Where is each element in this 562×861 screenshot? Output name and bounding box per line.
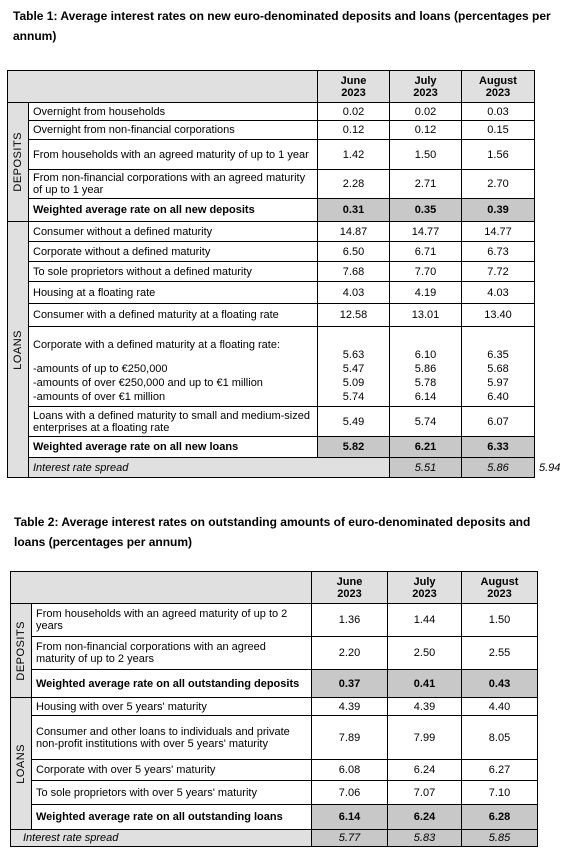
cell-august: 7.10: [462, 781, 538, 805]
cell-july: 7.07: [388, 781, 462, 805]
cell-july: 14.77: [390, 222, 462, 242]
cell-july: 2.71: [390, 170, 462, 199]
row-label: To sole proprietors with over 5 years' maturity: [32, 781, 312, 805]
deposits-section-label: DEPOSITS: [8, 103, 29, 222]
header-july: July 2023: [390, 71, 462, 103]
row-label: Overnight from non-financial corporations: [29, 121, 318, 140]
cell-july: 6.71: [390, 242, 462, 262]
row-label: Weighted average rate on all outstanding loans: [32, 805, 312, 830]
row-label: Weighted average rate on all outstanding deposits: [32, 670, 312, 698]
cell-august: 4.03: [462, 282, 535, 304]
cell-july: 1.44: [388, 604, 462, 637]
table-row: [8, 407, 535, 437]
cell-august: 6.33: [462, 437, 535, 458]
cell-august: 6.35 5.68 5.97 6.40: [462, 327, 535, 407]
cell-august: 8.05: [462, 716, 538, 760]
cell-june: 0.02: [318, 103, 390, 121]
deposits-average-row: [8, 199, 535, 222]
cell-july: 4.19: [390, 282, 462, 304]
header-august: August 2023: [462, 71, 535, 103]
cell-august: 4.40: [462, 698, 538, 716]
row-label: From households with an agreed maturity of up to 2 years: [32, 604, 312, 637]
loans-section-label: LOANS: [8, 222, 29, 478]
cell-july: 6.10 5.86 5.78 6.14: [390, 327, 462, 407]
row-label: Weighted average rate on all new deposits: [29, 199, 318, 222]
deposits-average-row: [11, 670, 538, 698]
header-june: June 2023: [318, 71, 390, 103]
row-label: Housing at a floating rate: [29, 282, 318, 304]
table2-header-row: [11, 572, 538, 604]
cell-july: 2.50: [388, 637, 462, 670]
cell-june: 6.14: [312, 805, 388, 830]
table-row: [8, 262, 535, 282]
cell-july: 0.35: [390, 199, 462, 222]
cell-july: 6.24: [388, 760, 462, 781]
cell-june: 4.39: [312, 698, 388, 716]
cell-august: 1.56: [462, 140, 535, 170]
cell-august: 0.39: [462, 199, 535, 222]
row-label: Corporate with over 5 years' maturity: [32, 760, 312, 781]
cell-june: 2.20: [312, 637, 388, 670]
table-row: [11, 698, 538, 716]
spread-row: Interest rate spread 5.51 5.86 5.94: [8, 458, 535, 478]
row-label: Housing with over 5 years' maturity: [32, 698, 312, 716]
table-row: [11, 716, 538, 760]
row-label: From households with an agreed maturity of up to 1 year: [29, 140, 318, 170]
cell-august: 2.70: [462, 170, 535, 199]
row-label: From non-financial corporations with an agreed maturity of up to 2 years: [32, 637, 312, 670]
cell-june: 5.77: [312, 830, 388, 847]
cell-july: 6.24: [388, 805, 462, 830]
corporate-floating-row: [8, 327, 535, 407]
cell-july: 4.39: [388, 698, 462, 716]
cell-june: 0.37: [312, 670, 388, 698]
table-row: [8, 242, 535, 262]
cell-july: 7.70: [390, 262, 462, 282]
cell-june: 1.42: [318, 140, 390, 170]
cell-august: 0.15: [462, 121, 535, 140]
loans-average-row: [11, 805, 538, 830]
cell-august: 6.27: [462, 760, 538, 781]
table-row: [8, 304, 535, 327]
row-label: Consumer with a defined maturity at a floating rate: [29, 304, 318, 327]
table-row: [8, 282, 535, 304]
cell-august: 1.50: [462, 604, 538, 637]
loans-average-row: [8, 437, 535, 458]
cell-june: 0.12: [318, 121, 390, 140]
cell-july: 5.74: [390, 407, 462, 437]
header-blank: [11, 572, 312, 604]
table-row: [8, 140, 535, 170]
cell-june: 7.68: [318, 262, 390, 282]
header-blank: [8, 71, 318, 103]
cell-july: 0.02: [390, 103, 462, 121]
cell-june: 5.49: [318, 407, 390, 437]
header-august: August 2023: [462, 572, 538, 604]
cell-august: 6.73: [462, 242, 535, 262]
cell-july: 6.21: [390, 437, 462, 458]
cell-august: 6.28: [462, 805, 538, 830]
row-label: Loans with a defined maturity to small and medium-sized enterprises at a floating rate: [29, 407, 318, 437]
row-label: Interest rate spread: [29, 458, 390, 478]
cell-june: 5.51: [390, 458, 462, 478]
cell-june: 5.82: [318, 437, 390, 458]
cell-july: 0.12: [390, 121, 462, 140]
row-label: To sole proprietors without a defined maturity: [29, 262, 318, 282]
cell-august: 5.85: [462, 830, 538, 847]
cell-august: 14.77: [462, 222, 535, 242]
table-row: [8, 222, 535, 242]
cell-august: 0.03: [462, 103, 535, 121]
cell-june: 7.06: [312, 781, 388, 805]
table2-outstanding-rates: [10, 571, 538, 847]
table2-caption: Table 2: Average interest rates on outstanding amounts of euro-denominated deposits and loans (percentages per annum): [14, 515, 531, 549]
row-label: Corporate with a defined maturity at a floating rate: -amounts of up to €250,000 -amounts of over €250,000 and up to €1 million -amounts of over €1 million: [29, 327, 318, 407]
row-label: Interest rate spread: [11, 830, 312, 847]
cell-june: 6.50: [318, 242, 390, 262]
row-label: Weighted average rate on all new loans: [29, 437, 318, 458]
table-row: [11, 781, 538, 805]
cell-june: 2.28: [318, 170, 390, 199]
cell-june: 14.87: [318, 222, 390, 242]
row-label: Consumer and other loans to individuals and private non-profit institutions with over 5 years' maturity: [32, 716, 312, 760]
cell-july: 1.50: [390, 140, 462, 170]
cell-july: 5.86: [462, 458, 535, 478]
table1-header-row: [8, 71, 535, 103]
row-label: Consumer without a defined maturity: [29, 222, 318, 242]
cell-august: 7.72: [462, 262, 535, 282]
loans-section-label: LOANS: [11, 698, 32, 830]
cell-june: 1.36: [312, 604, 388, 637]
spread-row: [11, 830, 538, 847]
cell-june: 6.08: [312, 760, 388, 781]
cell-june: 7.89: [312, 716, 388, 760]
row-label: Corporate without a defined maturity: [29, 242, 318, 262]
cell-august: 6.07: [462, 407, 535, 437]
cell-august: 2.55: [462, 637, 538, 670]
table1-new-rates: [7, 70, 561, 478]
table-row: [11, 637, 538, 670]
cell-july: 7.99: [388, 716, 462, 760]
row-label: From non-financial corporations with an agreed maturity of up to 1 year: [29, 170, 318, 199]
table1-caption: Table 1: Average interest rates on new euro-denominated deposits and loans (percentages per annum): [13, 9, 551, 43]
cell-july: 13.01: [390, 304, 462, 327]
header-july: July 2023: [388, 572, 462, 604]
cell-august: 13.40: [462, 304, 535, 327]
cell-june: 4.03: [318, 282, 390, 304]
cell-june: 5.63 5.47 5.09 5.74: [318, 327, 390, 407]
cell-june: 12.58: [318, 304, 390, 327]
row-label: Overnight from households: [29, 103, 318, 121]
table-row: [8, 121, 535, 140]
header-june: June 2023: [312, 572, 388, 604]
cell-july: 0.41: [388, 670, 462, 698]
table-row: [8, 170, 535, 199]
deposits-section-label: DEPOSITS: [11, 604, 32, 698]
cell-august: 0.43: [462, 670, 538, 698]
cell-july: 5.83: [388, 830, 462, 847]
cell-june: 0.31: [318, 199, 390, 222]
table-row: [11, 604, 538, 637]
table-row: [8, 103, 535, 121]
table-row: [11, 760, 538, 781]
